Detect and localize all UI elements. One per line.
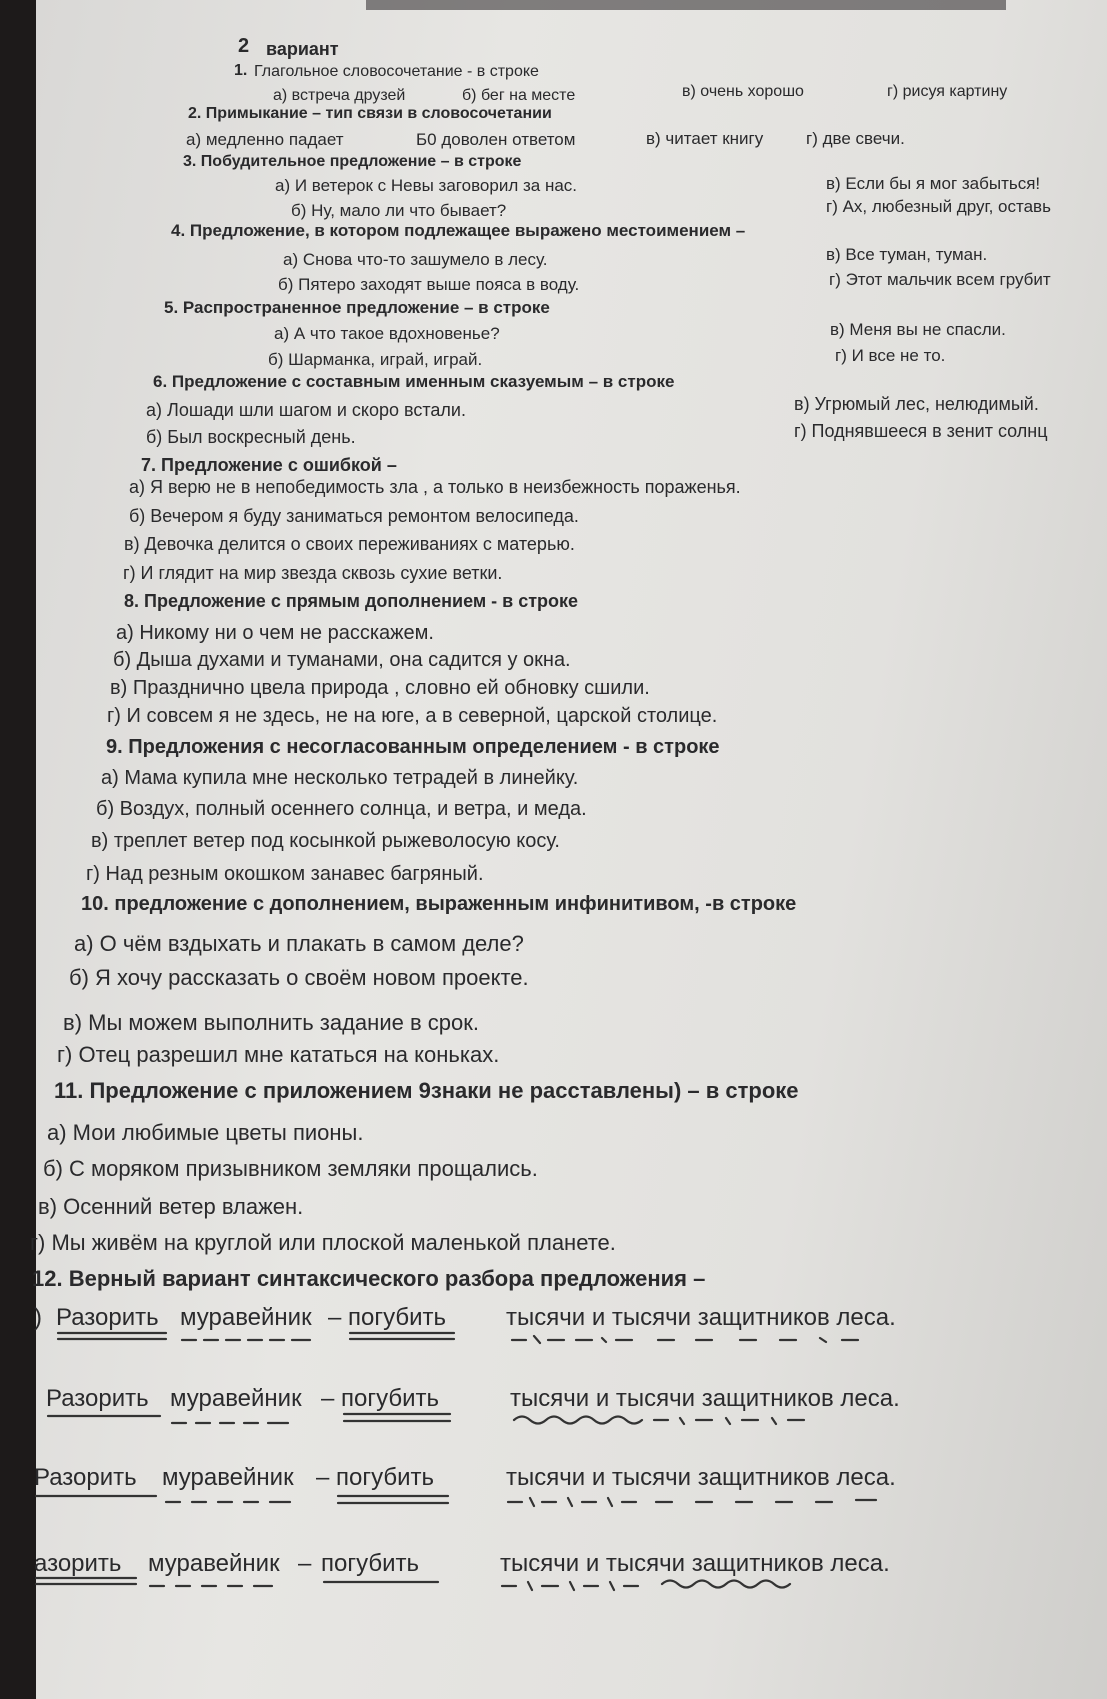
q6-option-b: б) Был воскресный день.: [146, 427, 356, 447]
q6-option-v: в) Угрюмый лес, нелюдимый.: [794, 394, 1039, 414]
q6-option-g: г) Поднявшееся в зенит солнц: [794, 421, 1048, 441]
q3-option-v: в) Если бы я мог забыться!: [826, 174, 1041, 193]
q3-option-a: а) И ветерок с Невы заговорил за нас.: [275, 176, 578, 195]
variant-title: вариант: [266, 39, 339, 59]
q4-option-g: г) Этот мальчик всем грубит: [829, 270, 1051, 289]
q12-option-2-word-4: тысячи и тысячи защитников леса.: [510, 1385, 900, 1412]
q9-option-g: г) Над резным окошком занавес багряный.: [86, 863, 484, 885]
q12-option-4-word-2: муравейник: [148, 1550, 280, 1577]
q1-question: Глагольное словосочетание - в строке: [254, 63, 539, 80]
q4-question: 4. Предложение, в котором подлежащее выражено местоимением –: [171, 221, 746, 240]
q12-option-2-word-1: Разорить: [46, 1385, 149, 1412]
q5-option-a: а) А что такое вдохновенье?: [274, 324, 500, 343]
q2-option-b: Б0 доволен ответом: [416, 130, 576, 149]
q9-option-b: б) Воздух, полный осеннего солнца, и ветра, и меда.: [96, 798, 587, 820]
q7-question: 7. Предложение с ошибкой –: [141, 455, 397, 475]
q6-question: 6. Предложение с составным именным сказуемым – в строке: [153, 372, 675, 391]
q12-question: 12. Верный вариант синтаксического разбора предложения –: [32, 1266, 706, 1291]
q8-option-b: б) Дыша духами и туманами, она садится у окна.: [113, 649, 571, 671]
q8-option-a: а) Никому ни о чем не расскажем.: [116, 622, 434, 644]
q7-option-b: б) Вечером я буду заниматься ремонтом велосипеда.: [129, 506, 579, 526]
q12-option-2-dash: –: [321, 1385, 335, 1412]
q12-option-3-word-3: погубить: [336, 1464, 435, 1491]
q3-option-g: г) Ах, любезный друг, оставь: [826, 197, 1051, 216]
q11-option-v: в) Осенний ветер влажен.: [38, 1194, 304, 1219]
q5-option-v: в) Меня вы не спасли.: [830, 320, 1006, 339]
q12-option-4-word-1: азорить: [34, 1550, 122, 1577]
option-1-attribute-underline: [512, 1336, 858, 1343]
q9-option-v: в) треплет ветер под косынкой рыжеволосую косу.: [91, 830, 560, 852]
q12-option-1-word-1: Разорить: [56, 1304, 159, 1331]
q11-option-b: б) С моряком призывником земляки прощались.: [43, 1156, 538, 1181]
q5-option-g: г) И все не то.: [835, 346, 946, 365]
q7-option-a: а) Я верю не в непобедимость зла , а только в неизбежность пораженья.: [129, 477, 741, 497]
option-1-subject-underline: [58, 1333, 166, 1339]
q12-option-3-word-4: тысячи и тысячи защитников леса.: [506, 1464, 896, 1491]
q12-option-2-word-3: погубить: [341, 1385, 440, 1412]
q12-option-1-dash: –: [328, 1304, 342, 1331]
option-2-attribute-dashes: [654, 1418, 804, 1424]
option-2-predicate-underline: [344, 1414, 450, 1421]
q10-question: 10. предложение с дополнением, выраженным инфинитивом, -в строке: [81, 893, 797, 915]
q9-question: 9. Предложения с несогласованным определением - в строке: [106, 736, 720, 758]
option-4-attribute-wavy: [662, 1581, 790, 1588]
q2-option-a: а) медленно падает: [186, 130, 344, 149]
worksheet-paper: [30, 0, 1107, 1699]
q11-option-g: г) Мы живём на круглой или плоской маленькой планете.: [30, 1230, 616, 1255]
q2-option-v: в) читает книгу: [646, 129, 764, 148]
q10-option-g: г) Отец разрешил мне кататься на коньках.: [57, 1042, 500, 1067]
q1-option-b: б) бег на месте: [462, 87, 576, 104]
q10-option-v: в) Мы можем выполнить задание в срок.: [63, 1010, 479, 1035]
q12-option-1-word-4: тысячи и тысячи защитников леса.: [506, 1304, 896, 1331]
previous-page-edge: [366, 0, 1006, 10]
q7-option-v: в) Девочка делится о своих переживаниях с матерью.: [124, 534, 575, 554]
q12-option-3-word-2: муравейник: [162, 1464, 294, 1491]
option-2-attribute-wavy: [514, 1417, 642, 1424]
q8-question: 8. Предложение с прямым дополнением - в строке: [124, 591, 579, 611]
option-4-subject-underline: [36, 1578, 136, 1584]
q10-option-b: б) Я хочу рассказать о своём новом проекте.: [69, 965, 529, 990]
q12-option-4-word-3: погубить: [321, 1550, 420, 1577]
q9-option-a: а) Мама купила мне несколько тетрадей в линейку.: [101, 767, 579, 789]
variant-number: 2: [238, 35, 250, 57]
q2-question: 2. Примыкание – тип связи в словосочетании: [188, 105, 552, 122]
q12-option-1-word-2: муравейник: [180, 1304, 312, 1331]
q12-option-3-word-1: Разорить: [34, 1464, 137, 1491]
q2-option-g: г) две свечи.: [806, 129, 905, 148]
q12-option-4-dash: –: [298, 1550, 312, 1577]
option-1-predicate-underline: [350, 1333, 454, 1339]
q5-option-b: б) Шарманка, играй, играй.: [268, 350, 483, 369]
q12-option-3-dash: –: [316, 1464, 330, 1491]
q11-option-a: а) Мои любимые цветы пионы.: [47, 1120, 364, 1145]
q12-option-1-marker: ): [34, 1304, 42, 1331]
q3-option-b: б) Ну, мало ли что бывает?: [291, 201, 507, 220]
q7-option-g: г) И глядит на мир звезда сквозь сухие ветки.: [123, 563, 503, 583]
q4-option-v: в) Все туман, туман.: [826, 245, 988, 264]
q8-option-v: в) Празднично цвела природа , словно ей обновку сшили.: [110, 677, 650, 699]
q4-option-b: б) Пятеро заходят выше пояса в воду.: [278, 275, 580, 294]
q1-option-a: а) встреча друзей: [273, 87, 406, 104]
q3-question: 3. Побудительное предложение – в строке: [183, 153, 522, 170]
q1-option-v: в) очень хорошо: [682, 83, 804, 100]
q6-option-a: а) Лошади шли шагом и скоро встали.: [146, 400, 466, 420]
option-4-attribute-underline: [502, 1582, 638, 1590]
q8-option-g: г) И совсем я не здесь, не на юге, а в северной, царской столице.: [107, 705, 718, 727]
q12-option-2-word-2: муравейник: [170, 1385, 302, 1412]
q4-option-a: а) Снова что-то зашумело в лесу.: [283, 250, 548, 269]
q12-option-4-word-4: тысячи и тысячи защитников леса.: [500, 1550, 890, 1577]
option-3-predicate-underline: [338, 1496, 448, 1503]
option-3-attribute-underline: [508, 1498, 876, 1506]
q11-question: 11. Предложение с приложением 9знаки не расставлены) – в строке: [54, 1078, 799, 1103]
q10-option-a: а) О чём вздыхать и плакать в самом деле?: [74, 931, 524, 956]
q12-option-1-word-3: погубить: [348, 1304, 447, 1331]
q1-number: 1.: [234, 62, 248, 79]
q1-option-g: г) рисуя картину: [887, 83, 1008, 100]
q5-question: 5. Распространенное предложение – в строке: [164, 298, 550, 317]
